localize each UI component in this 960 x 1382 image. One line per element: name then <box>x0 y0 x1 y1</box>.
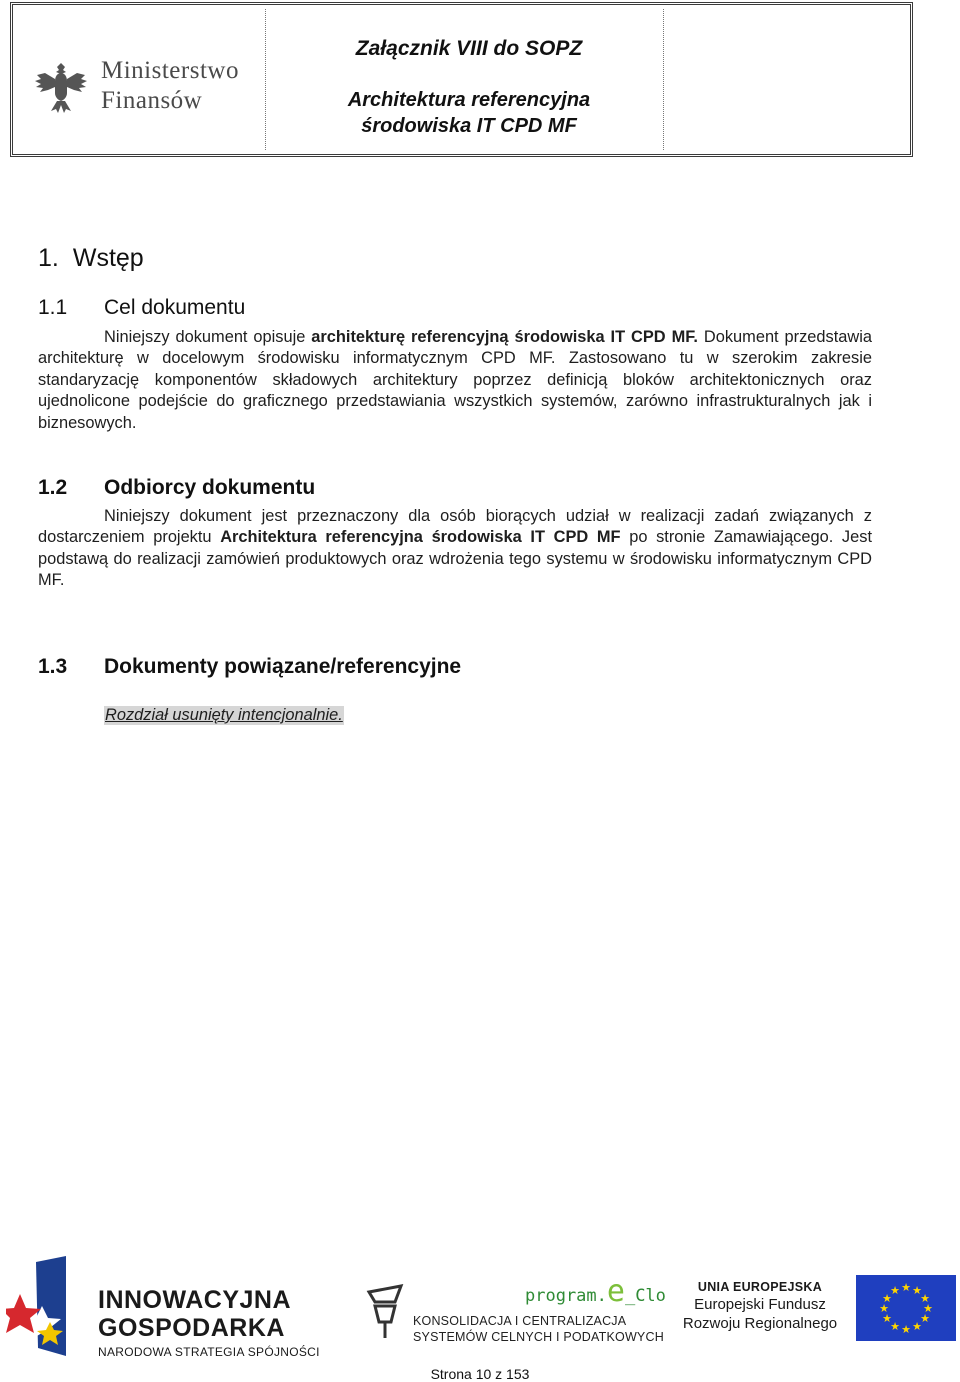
header-divider <box>265 9 266 150</box>
header-logo-cell <box>19 9 264 150</box>
header-empty-cell <box>667 9 906 150</box>
paragraph-text: po stronie Zamawiającego. Jest podstawą do realizacji zamówień produktowych oraz wdrożenia tego systemu w środowisku informatycznym CPD MF. <box>38 528 872 590</box>
paragraph-text: Niniejszy dokument jest przeznaczony dla osób biorących udział w realizacji zadań związanych z dostarczeniem projektu <box>38 507 872 547</box>
svg-text:★: ★ <box>890 1320 900 1333</box>
eclo-program-text: program. <box>525 1286 607 1306</box>
section-1-3-heading <box>38 655 461 679</box>
page-number: Strona 10 z 153 <box>430 1366 530 1382</box>
logo-text-finansow: Finansów <box>101 87 203 114</box>
eu-fund-text <box>680 1280 840 1332</box>
section-1-2-paragraph <box>38 506 872 592</box>
document-title-line2: środowiska IT CPD MF <box>361 115 577 137</box>
header-divider <box>663 9 664 150</box>
document-footer <box>0 1250 960 1382</box>
eu-line1: UNIA EUROPEJSKA <box>697 1280 823 1294</box>
section-title: Odbiorcy dokumentu <box>104 476 316 499</box>
section-1-1-paragraph <box>38 327 872 434</box>
document-title-line1: Architektura referencyjna <box>347 89 591 111</box>
ministry-of-finance-logo <box>31 53 261 123</box>
ig-star-icon <box>6 1256 86 1366</box>
svg-text:★: ★ <box>901 1323 911 1336</box>
svg-text:★: ★ <box>920 1292 930 1305</box>
ig-title-line1: INNOWACYJNA <box>98 1286 292 1314</box>
logo-text-ministerstwo: Ministerstwo <box>101 57 239 84</box>
svg-text:★: ★ <box>923 1302 933 1315</box>
ig-subtitle: NARODOWA STRATEGIA SPÓJNOŚCI <box>98 1345 320 1359</box>
eu-line2: Europejski Fundusz <box>694 1296 826 1313</box>
innowacyjna-gospodarka-logo <box>6 1256 326 1366</box>
svg-text:★: ★ <box>920 1312 930 1325</box>
paragraph-text: Dokument przedstawia architekturę w docelowym środowisku informatycznym CPD MF. Zastosowano tu w szerokim zakresie standaryzację komponentów składowych architektury poprzez definicją bloków architektonicznych oraz ujednolicone podejście do graficznego przedstawiania wszystkich systemów, zarówno infrastrukturalnych jak i biznesowych. <box>38 328 872 432</box>
svg-text:★: ★ <box>882 1292 892 1305</box>
section-1-2-heading <box>38 476 315 500</box>
section-title: Cel dokumentu <box>104 296 246 319</box>
eclo-line1: KONSOLIDACJA I CENTRALIZACJA <box>413 1314 627 1328</box>
section-number: 1. <box>38 244 59 272</box>
eclo-program-label <box>525 1274 666 1309</box>
section-title: Dokumenty powiązane/referencyjne <box>104 655 462 678</box>
svg-text:★: ★ <box>890 1284 900 1297</box>
document-header <box>10 2 913 157</box>
svg-text:★: ★ <box>879 1302 889 1315</box>
section-1-heading <box>38 244 144 273</box>
section-number: 1.2 <box>38 476 68 499</box>
paragraph-bold-text: Architektura referencyjna środowiska IT CPD MF <box>220 528 621 547</box>
eclo-program-logo <box>365 1264 666 1364</box>
paragraph-text: Niniejszy dokument opisuje <box>104 328 312 346</box>
paragraph-bold-text: architekturę referencyjną środowiska IT CPD MF. <box>311 328 698 346</box>
svg-text:★: ★ <box>901 1281 911 1294</box>
eclo-clo-text: _Clo <box>624 1286 666 1306</box>
eu-line3: Rozwoju Regionalnego <box>682 1315 838 1332</box>
eclo-emblem-icon <box>365 1282 409 1342</box>
section-title: Wstęp <box>72 244 144 272</box>
svg-text:★: ★ <box>882 1312 892 1325</box>
ig-title-line2: GOSPODARKA <box>98 1314 285 1342</box>
eclo-line2: SYSTEMÓW CELNYCH I PODATKOWYCH <box>413 1330 664 1344</box>
svg-text:★: ★ <box>912 1320 922 1333</box>
eclo-e-letter: e <box>606 1274 625 1309</box>
removed-section-note: Rozdział usunięty intencjonalnie. <box>105 706 343 724</box>
svg-text:★: ★ <box>912 1284 922 1297</box>
eu-flag-icon <box>856 1275 956 1341</box>
section-number: 1.1 <box>38 296 68 319</box>
section-1-1-heading <box>38 296 245 320</box>
section-number: 1.3 <box>38 655 68 678</box>
attachment-label: Załącznik VIII do SOPZ <box>355 37 583 60</box>
polish-eagle-icon <box>31 57 91 117</box>
header-title-cell <box>269 9 669 150</box>
